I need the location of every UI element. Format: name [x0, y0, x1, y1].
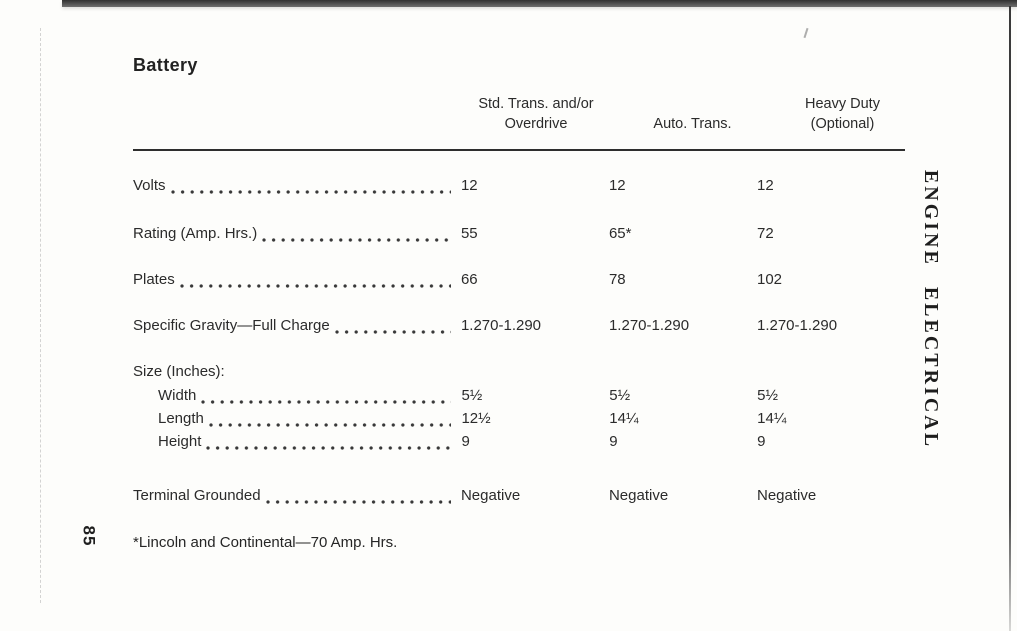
column-header-line: Heavy Duty — [805, 96, 880, 112]
cell-value: 1.270-1.290 — [608, 317, 690, 334]
cell-value: Negative — [756, 487, 817, 504]
page-number-wrap — [66, 514, 110, 558]
page-crease-line — [40, 28, 41, 603]
dot-leader — [201, 400, 451, 404]
table-row-length — [133, 409, 905, 429]
chapter-side-tab: ENGINE ELECTRICAL — [920, 169, 943, 449]
row-label-wrap — [133, 409, 461, 429]
dot-leader — [262, 238, 451, 242]
cell-value: 14¼ — [757, 410, 787, 427]
cell-value: 12 — [460, 177, 478, 194]
row-label-wrap — [133, 386, 461, 406]
section-title: Battery — [133, 55, 198, 75]
table-row-size-header — [133, 362, 905, 382]
cell-value: 12 — [756, 177, 774, 194]
row-label-wrap — [133, 486, 461, 506]
cell-value: 9 — [757, 433, 766, 450]
row-label-wrap — [133, 362, 461, 382]
row-label: Width — [158, 387, 197, 404]
cell-value: 9 — [461, 433, 470, 450]
cell-value: 1.270-1.290 — [460, 317, 542, 334]
cell-value: 66 — [460, 271, 478, 288]
column-header-line: Overdrive — [504, 116, 568, 132]
cell-value: 102 — [756, 271, 783, 288]
header-divider-rule — [133, 149, 905, 151]
cell-value: 55 — [460, 225, 478, 242]
chapter-side-tab-wrap — [903, 158, 959, 460]
cell-value: 12 — [608, 177, 626, 194]
row-label: Specific Gravity—Full Charge — [133, 317, 330, 334]
cell-value: 12½ — [461, 410, 491, 427]
page-edge-line — [1009, 6, 1011, 631]
column-header-heavy-duty — [760, 92, 925, 134]
row-label: Height — [158, 433, 202, 450]
table-row-height — [133, 432, 905, 452]
cell-value: Negative — [460, 487, 521, 504]
row-label-wrap — [133, 270, 461, 290]
table-row-rating — [133, 224, 905, 244]
row-label: Terminal Grounded — [133, 487, 261, 504]
row-label-wrap — [133, 316, 461, 336]
row-label-wrap — [133, 432, 461, 452]
column-header-line: Auto. Trans. — [653, 116, 732, 132]
cell-value: 9 — [609, 433, 618, 450]
column-header-line: (Optional) — [810, 116, 875, 132]
cell-value: 14¼ — [609, 410, 639, 427]
cell-value: 5½ — [757, 387, 779, 404]
dot-leader — [171, 190, 451, 194]
cell-value: 1.270-1.290 — [756, 317, 838, 334]
row-label-wrap — [133, 176, 461, 196]
row-label: Length — [158, 410, 204, 427]
row-label-wrap — [133, 224, 461, 244]
table-row-plates — [133, 270, 905, 290]
column-header-std-trans — [441, 92, 631, 134]
column-header-line: Std. Trans. and/or — [478, 96, 594, 112]
page-number: 85 — [78, 525, 98, 547]
cell-value — [609, 362, 757, 382]
cell-value: 5½ — [609, 387, 631, 404]
dot-leader — [209, 423, 452, 427]
table-row-terminal-grounded — [133, 486, 905, 506]
row-label: Rating (Amp. Hrs.) — [133, 225, 258, 242]
cell-value: 72 — [756, 225, 774, 242]
row-label: Plates — [133, 271, 175, 288]
table-content — [133, 0, 905, 631]
cell-value: 5½ — [461, 387, 483, 404]
dot-leader — [180, 284, 451, 288]
dot-leader — [206, 446, 451, 450]
footnote: *Lincoln and Continental—70 Amp. Hrs. — [133, 534, 398, 551]
table-row-volts — [133, 176, 905, 196]
column-header-auto-trans — [610, 92, 775, 134]
dot-leader — [266, 500, 451, 504]
row-label: Volts — [133, 177, 166, 194]
cell-value: 65* — [608, 225, 632, 242]
table-row-specific-gravity — [133, 316, 905, 336]
dot-leader — [335, 330, 451, 334]
cell-value — [461, 362, 609, 382]
cell-value — [757, 362, 905, 382]
cell-value: Negative — [608, 487, 669, 504]
cell-value: 78 — [608, 271, 626, 288]
table-row-width — [133, 386, 905, 406]
row-label: Size (Inches): — [133, 363, 225, 380]
